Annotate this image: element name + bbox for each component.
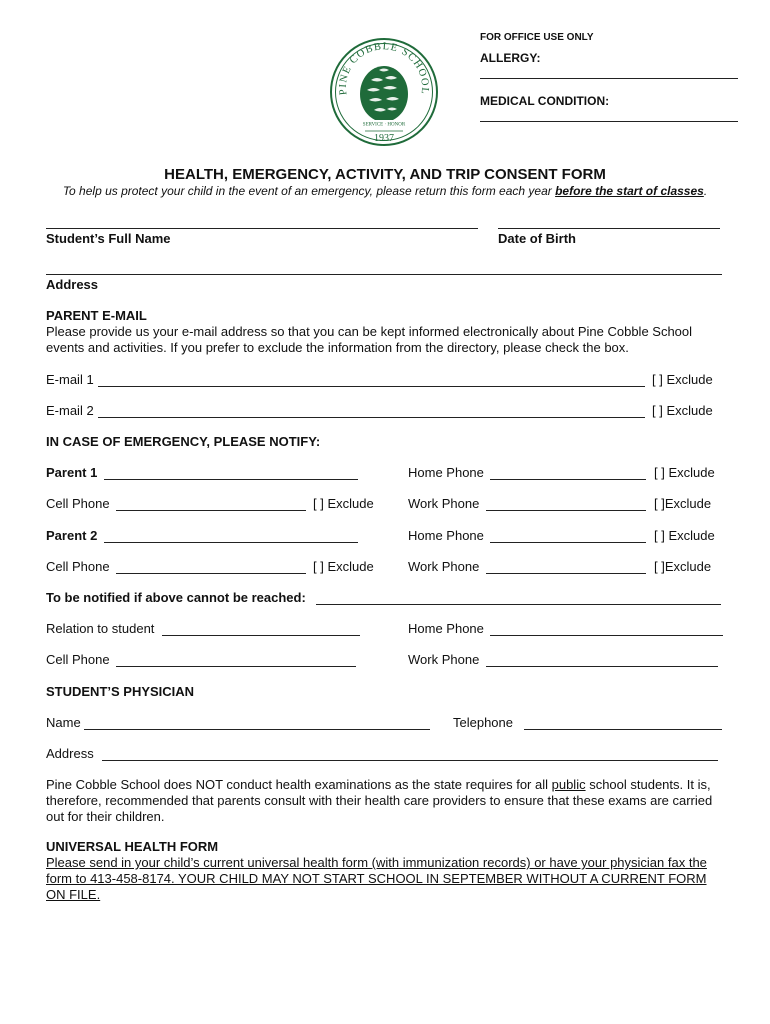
parent-2-home-phone-field[interactable] (490, 542, 646, 543)
student-address-label: Address (46, 277, 99, 292)
parent-2-work-phone-label: Work Phone (408, 559, 480, 574)
emergency-heading: IN CASE OF EMERGENCY, PLEASE NOTIFY: (46, 434, 321, 449)
pine-cone-icon (360, 66, 408, 122)
alternate-home-phone-field[interactable] (490, 635, 723, 636)
allergy-label: ALLERGY: (480, 51, 541, 65)
parent-1-home-phone-exclude-checkbox[interactable]: [ ] Exclude (654, 465, 715, 480)
medical-condition-label: MEDICAL CONDITION: (480, 94, 610, 108)
student-name-field[interactable] (46, 228, 478, 229)
date-of-birth-field[interactable] (498, 228, 720, 229)
parent-1-home-phone-field[interactable] (490, 479, 646, 480)
email-1-exclude-checkbox[interactable]: [ ] Exclude (652, 372, 713, 387)
email-2-label: E-mail 2 (46, 403, 94, 418)
parent-2-cell-phone-field[interactable] (116, 573, 306, 574)
physician-name-label: Name (46, 715, 81, 730)
alternate-cell-phone-field[interactable] (116, 666, 356, 667)
alternate-cell-phone-label: Cell Phone (46, 652, 110, 667)
physician-telephone-label: Telephone (453, 715, 513, 730)
parent-1-label: Parent 1 (46, 465, 98, 480)
parent-1-field[interactable] (104, 479, 358, 480)
parent-1-cell-phone-exclude-checkbox[interactable]: [ ] Exclude (313, 496, 374, 511)
physician-telephone-field[interactable] (524, 729, 722, 730)
email-2-field[interactable] (98, 417, 645, 418)
parent-2-work-phone-exclude-checkbox[interactable]: [ ]Exclude (654, 559, 712, 574)
seal-motto-text: SERVICE · HONOR (362, 122, 406, 128)
parent-2-cell-phone-exclude-checkbox[interactable]: [ ] Exclude (313, 559, 374, 574)
subtitle-text: To help us protect your child in the event of an emergency, please return this form each year (62, 184, 556, 198)
physician-name-field[interactable] (84, 729, 430, 730)
parent-1-cell-phone-field[interactable] (116, 510, 306, 511)
parent-2-work-phone-field[interactable] (486, 573, 646, 574)
email-2-exclude-checkbox[interactable]: [ ] Exclude (652, 403, 713, 418)
relation-to-student-field[interactable] (162, 635, 360, 636)
alternate-work-phone-label: Work Phone (408, 652, 480, 667)
seal-year-text: 1937 (374, 133, 394, 144)
subtitle-suffix: . (703, 184, 708, 198)
parent-email-heading: PARENT E-MAIL (46, 308, 147, 323)
parent-1-work-phone-field[interactable] (486, 510, 646, 511)
email-1-label: E-mail 1 (46, 372, 94, 387)
parent-2-field[interactable] (104, 542, 358, 543)
date-of-birth-label: Date of Birth (498, 231, 576, 246)
physician-address-field[interactable] (102, 760, 718, 761)
subtitle-emphasis: before the start of classes (555, 184, 704, 198)
parent-1-work-phone-label: Work Phone (408, 496, 480, 511)
physician-heading: STUDENT’S PHYSICIAN (46, 684, 195, 699)
parent-1-cell-phone-label: Cell Phone (46, 496, 110, 511)
parent-2-home-phone-exclude-checkbox[interactable]: [ ] Exclude (654, 528, 715, 543)
physician-address-label: Address (46, 746, 94, 761)
universal-health-form-text: Please send in your child’s current universal health form (with immunization records) or have your physician fax the form to 413-458-8174. YOUR CHILD MAY NOT START SCHOOL IN SEPTEMBER WITHOUT A CURRENT FORM ON FILE. (46, 855, 707, 902)
alternate-contact-label: To be notified if above cannot be reached: (46, 590, 306, 605)
student-name-label: Student’s Full Name (46, 231, 171, 246)
alternate-home-phone-label: Home Phone (408, 621, 484, 636)
notice-part-2: school students. It is, therefore, recommended that parents consult with their health care providers to ensure that these exams are carried out for their children. (46, 777, 713, 824)
parent-2-home-phone-label: Home Phone (408, 528, 484, 543)
parent-1-home-phone-label: Home Phone (408, 465, 484, 480)
allergy-field[interactable] (480, 78, 738, 79)
alternate-contact-field[interactable] (316, 604, 721, 605)
student-address-field[interactable] (46, 274, 722, 275)
school-seal-logo (329, 36, 439, 148)
notice-part-1: Pine Cobble School does NOT conduct health examinations as the state requires for all (46, 777, 552, 792)
alternate-work-phone-field[interactable] (486, 666, 718, 667)
universal-health-form-heading: UNIVERSAL HEALTH FORM (46, 839, 219, 854)
relation-to-student-label: Relation to student (46, 621, 155, 636)
form-subtitle (0, 184, 770, 198)
seal-name-text: PINE COBBLE SCHOOL (337, 41, 431, 96)
medical-condition-field[interactable] (480, 121, 738, 122)
parent-2-cell-phone-label: Cell Phone (46, 559, 110, 574)
notice-public: public (551, 777, 586, 792)
parent-email-description: Please provide us your e-mail address so that you can be kept informed electronically about Pine Cobble School events and activities. If you prefer to exclude the information from the directory, please check the box. (46, 324, 693, 355)
parent-1-work-phone-exclude-checkbox[interactable]: [ ]Exclude (654, 496, 712, 511)
form-title: HEALTH, EMERGENCY, ACTIVITY, AND TRIP CONSENT FORM (164, 166, 606, 183)
parent-2-label: Parent 2 (46, 528, 98, 543)
email-1-field[interactable] (98, 386, 645, 387)
office-use-heading: FOR OFFICE USE ONLY (480, 32, 594, 43)
health-exam-notice (46, 777, 726, 825)
